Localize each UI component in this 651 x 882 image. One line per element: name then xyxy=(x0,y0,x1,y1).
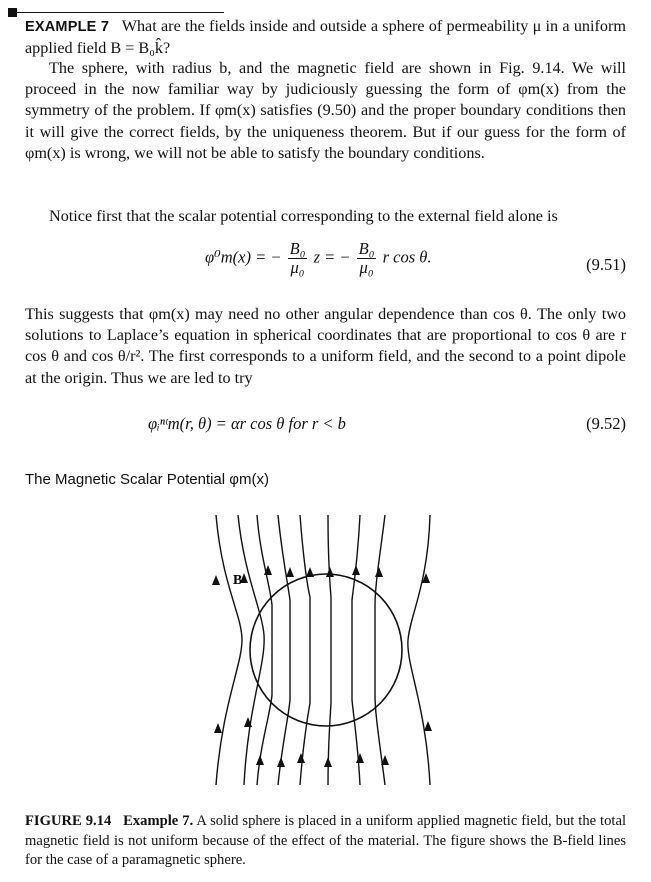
paragraph-3: This suggests that φm(x) may need no other angular dependence than cos θ. The only two solutions to Laplace’s equation in spherical coordinates that are proportional to cos θ are r cos θ and cos θ/r². The first corresponds to a uniform field, and the second to a point dipole at the origin. Thus we are led to try xyxy=(25,305,626,387)
arrowhead xyxy=(352,565,360,575)
arrowhead xyxy=(256,755,264,765)
arrowhead xyxy=(324,757,332,767)
arrowhead xyxy=(286,567,294,577)
arrowhead xyxy=(297,753,305,763)
eq951-frac-1 xyxy=(288,240,308,277)
equation-9-51 xyxy=(205,240,432,277)
equation-number-9-52: (9.52) xyxy=(586,414,626,433)
equation-9-52 xyxy=(148,414,346,434)
arrowhead xyxy=(212,575,220,585)
eq951-rhs: r cos θ. xyxy=(382,247,432,267)
arrowheads xyxy=(212,565,432,767)
figure-caption xyxy=(25,812,626,871)
running-head: The Magnetic Scalar Potential φm(x) xyxy=(25,471,269,488)
field-line xyxy=(352,515,360,785)
eq951-frac2-num: B₀ xyxy=(358,239,375,258)
eq952-text: φᵢⁿᵗm(r, θ) = αr cos θ for r < b xyxy=(148,414,346,433)
eq951-frac-2 xyxy=(357,240,377,277)
eq951-mid: z = − xyxy=(313,247,351,267)
eq951-lhs: φ⁰m(x) = − xyxy=(205,247,282,267)
arrowhead xyxy=(375,567,383,577)
field-line xyxy=(408,515,430,785)
field-line xyxy=(216,515,242,785)
sphere xyxy=(250,574,402,726)
eq951-frac1-num: B₀ xyxy=(289,239,306,258)
arrowhead xyxy=(214,723,222,733)
field-line xyxy=(300,515,310,785)
paragraph-1: The sphere, with radius b, and the magnetic field are shown in Fig. 9.14. We will proceed in the now familiar way by judiciously guessing the form of φm(x) from the symmetry of the problem. If φm(x) satisfies (9.50) and the proper boundary conditions then it will give the correct fields, by the uniqueness theorem. But if our guess for the form of φm(x) is wrong, we will not be able to satisfy the boundary conditions. xyxy=(25,59,626,162)
caption-text: A solid sphere is placed in a uniform applied magnetic field, but the total magnetic field is not uniform because of the effect of the material. The figure shows the B-field lines for the case of a paramagnetic sphere. xyxy=(25,813,627,868)
field-label: B xyxy=(233,573,243,588)
field-line xyxy=(257,515,272,785)
arrowhead xyxy=(424,721,432,731)
eq951-frac2-den: μ₀ xyxy=(359,258,374,277)
field-line xyxy=(328,515,331,785)
caption-label: FIGURE 9.14 xyxy=(25,813,112,829)
example-label: EXAMPLE 7 xyxy=(25,19,110,35)
arrowhead xyxy=(277,757,285,767)
example-question: What are the fields inside and outside a sphere of permeability μ in a uniform applied field B = B₀k̂? xyxy=(25,17,626,58)
equation-number-9-51: (9.51) xyxy=(586,255,626,274)
arrowhead xyxy=(326,567,334,577)
paragraph-2: Notice first that the scalar potential corresponding to the external field alone is xyxy=(49,207,558,225)
field-line xyxy=(238,515,264,785)
field-line xyxy=(278,515,290,785)
caption-example: Example 7. xyxy=(123,813,194,829)
eq951-frac1-den: μ₀ xyxy=(290,258,305,277)
field-line xyxy=(375,515,385,785)
arrowhead xyxy=(306,567,314,577)
field-lines-figure xyxy=(200,505,450,795)
example-paragraph xyxy=(25,16,626,59)
top-rule xyxy=(8,12,224,13)
